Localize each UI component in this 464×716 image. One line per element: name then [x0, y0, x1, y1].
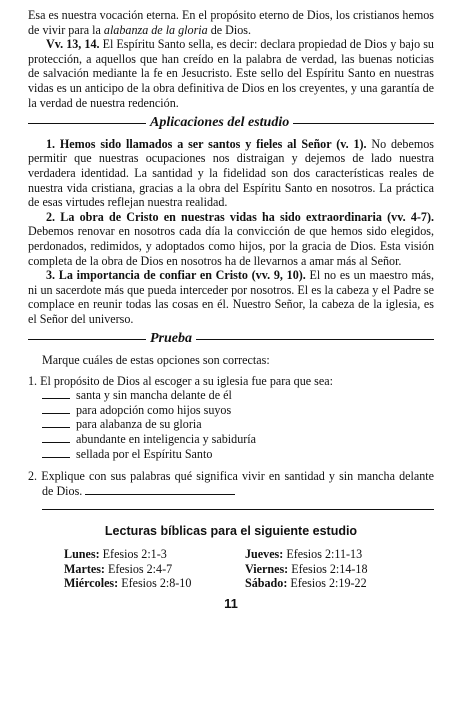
quiz-question-1: 1. El propósito de Dios al escoger a su iglesia fue para que sea: [28, 373, 333, 388]
readings-column-left [64, 547, 245, 591]
reading-entry: Sábado: Efesios 2:19-22 [245, 576, 367, 591]
quiz-option[interactable]: para alabanza de su gloria [42, 417, 434, 432]
reading-entry: Miércoles: Efesios 2:8-10 [64, 576, 192, 591]
heading-rule-right [293, 123, 434, 124]
application-item-2: 2. La obra de Cristo en nuestras vidas ha sido extraordinaria (vv. 4-7). Debemos renovar en nosotros cada día la convicción de que hemos sido elegidos, perdonados, redimidos, y adoptados como hijos, por la gracia de Dios. Esta visión completa de la obra de Dios en nosotros ha de llevarnos a amar más al Señor. [28, 209, 434, 268]
page-number: 11 [224, 595, 238, 611]
heading-rule-left [28, 339, 146, 340]
answer-blank[interactable] [42, 418, 70, 428]
answer-blank[interactable] [42, 433, 70, 443]
answer-line[interactable] [85, 485, 235, 495]
verses-paragraph: Vv. 13, 14. El Espíritu Santo sella, es decir: declara propiedad de Dios y bajo su protección, a aquellos que han creído en la palabra de verdad, las buenas noticias de salvación mediante la fe en Jesucristo. Este sello del Espíritu Santo en nuestras vidas es un anticipo de la obra definitiva de Dios en los creyentes, y una garantía de la verdad de nuestra redención. [28, 37, 434, 110]
quiz-option[interactable]: sellada por el Espíritu Santo [42, 447, 434, 462]
heading-rule-right [196, 339, 434, 340]
quiz-option[interactable]: santa y sin mancha delante de él [42, 388, 434, 403]
answer-line[interactable] [42, 509, 434, 510]
quiz-instruction: Marque cuáles de estas opciones son correctas: [42, 353, 270, 368]
heading-rule-left [28, 123, 146, 124]
readings-column-right [245, 547, 426, 591]
reading-entry: Viernes: Efesios 2:14-18 [245, 561, 368, 576]
reading-entry: Martes: Efesios 2:4-7 [64, 561, 173, 576]
readings-title: Lecturas bíblicas para el siguiente estudio [104, 524, 358, 539]
quiz-question-2: 2. Explique con sus palabras qué significa vivir en santidad y sin mancha delante de Dios. [28, 469, 434, 498]
readings-schedule [28, 547, 434, 591]
application-item-3: 3. La importancia de confiar en Cristo (vv. 9, 10). El no es un maestro más, ni un sacerdote más que pueda interceder por nosotros. El es la cabeza y el Padre se complace en reunir todas las cosas en él. Nuestro Señor, la cabeza de la iglesia, es el Señor del universo. [28, 268, 435, 326]
answer-blank[interactable] [42, 404, 70, 414]
verse-reference: Vv. 13, 14. [46, 37, 100, 52]
quiz-option[interactable]: abundante en inteligencia y sabiduría [42, 432, 434, 447]
quiz-option[interactable]: para adopción como hijos suyos [42, 403, 434, 418]
reading-entry: Lunes: Efesios 2:1-3 [64, 547, 167, 561]
answer-blank[interactable] [42, 389, 70, 399]
applications-heading: Aplicaciones del estudio [28, 116, 434, 131]
answer-blank[interactable] [42, 448, 70, 458]
quiz-heading: Prueba [28, 332, 434, 347]
application-item-1: 1. Hemos sido llamados a ser santos y fieles al Señor (v. 1). No debemos permitir que nuestras ocupaciones nos distraigan y dejemos de lado nuestra verdadera identidad. La santidad y la fidelidad son dos características reales de nuestra vida cristiana, gracias a la obra del Espíritu Santo en nosotros. La práctica de esas virtudes reflejan nuestra realidad. [28, 136, 434, 210]
reading-entry: Jueves: Efesios 2:11-13 [245, 547, 363, 561]
intro-paragraph: Esa es nuestra vocación eterna. En el propósito eterno de Dios, los cristianos hemos de vivir para la alabanza de la gloria de Dios. [28, 8, 434, 37]
